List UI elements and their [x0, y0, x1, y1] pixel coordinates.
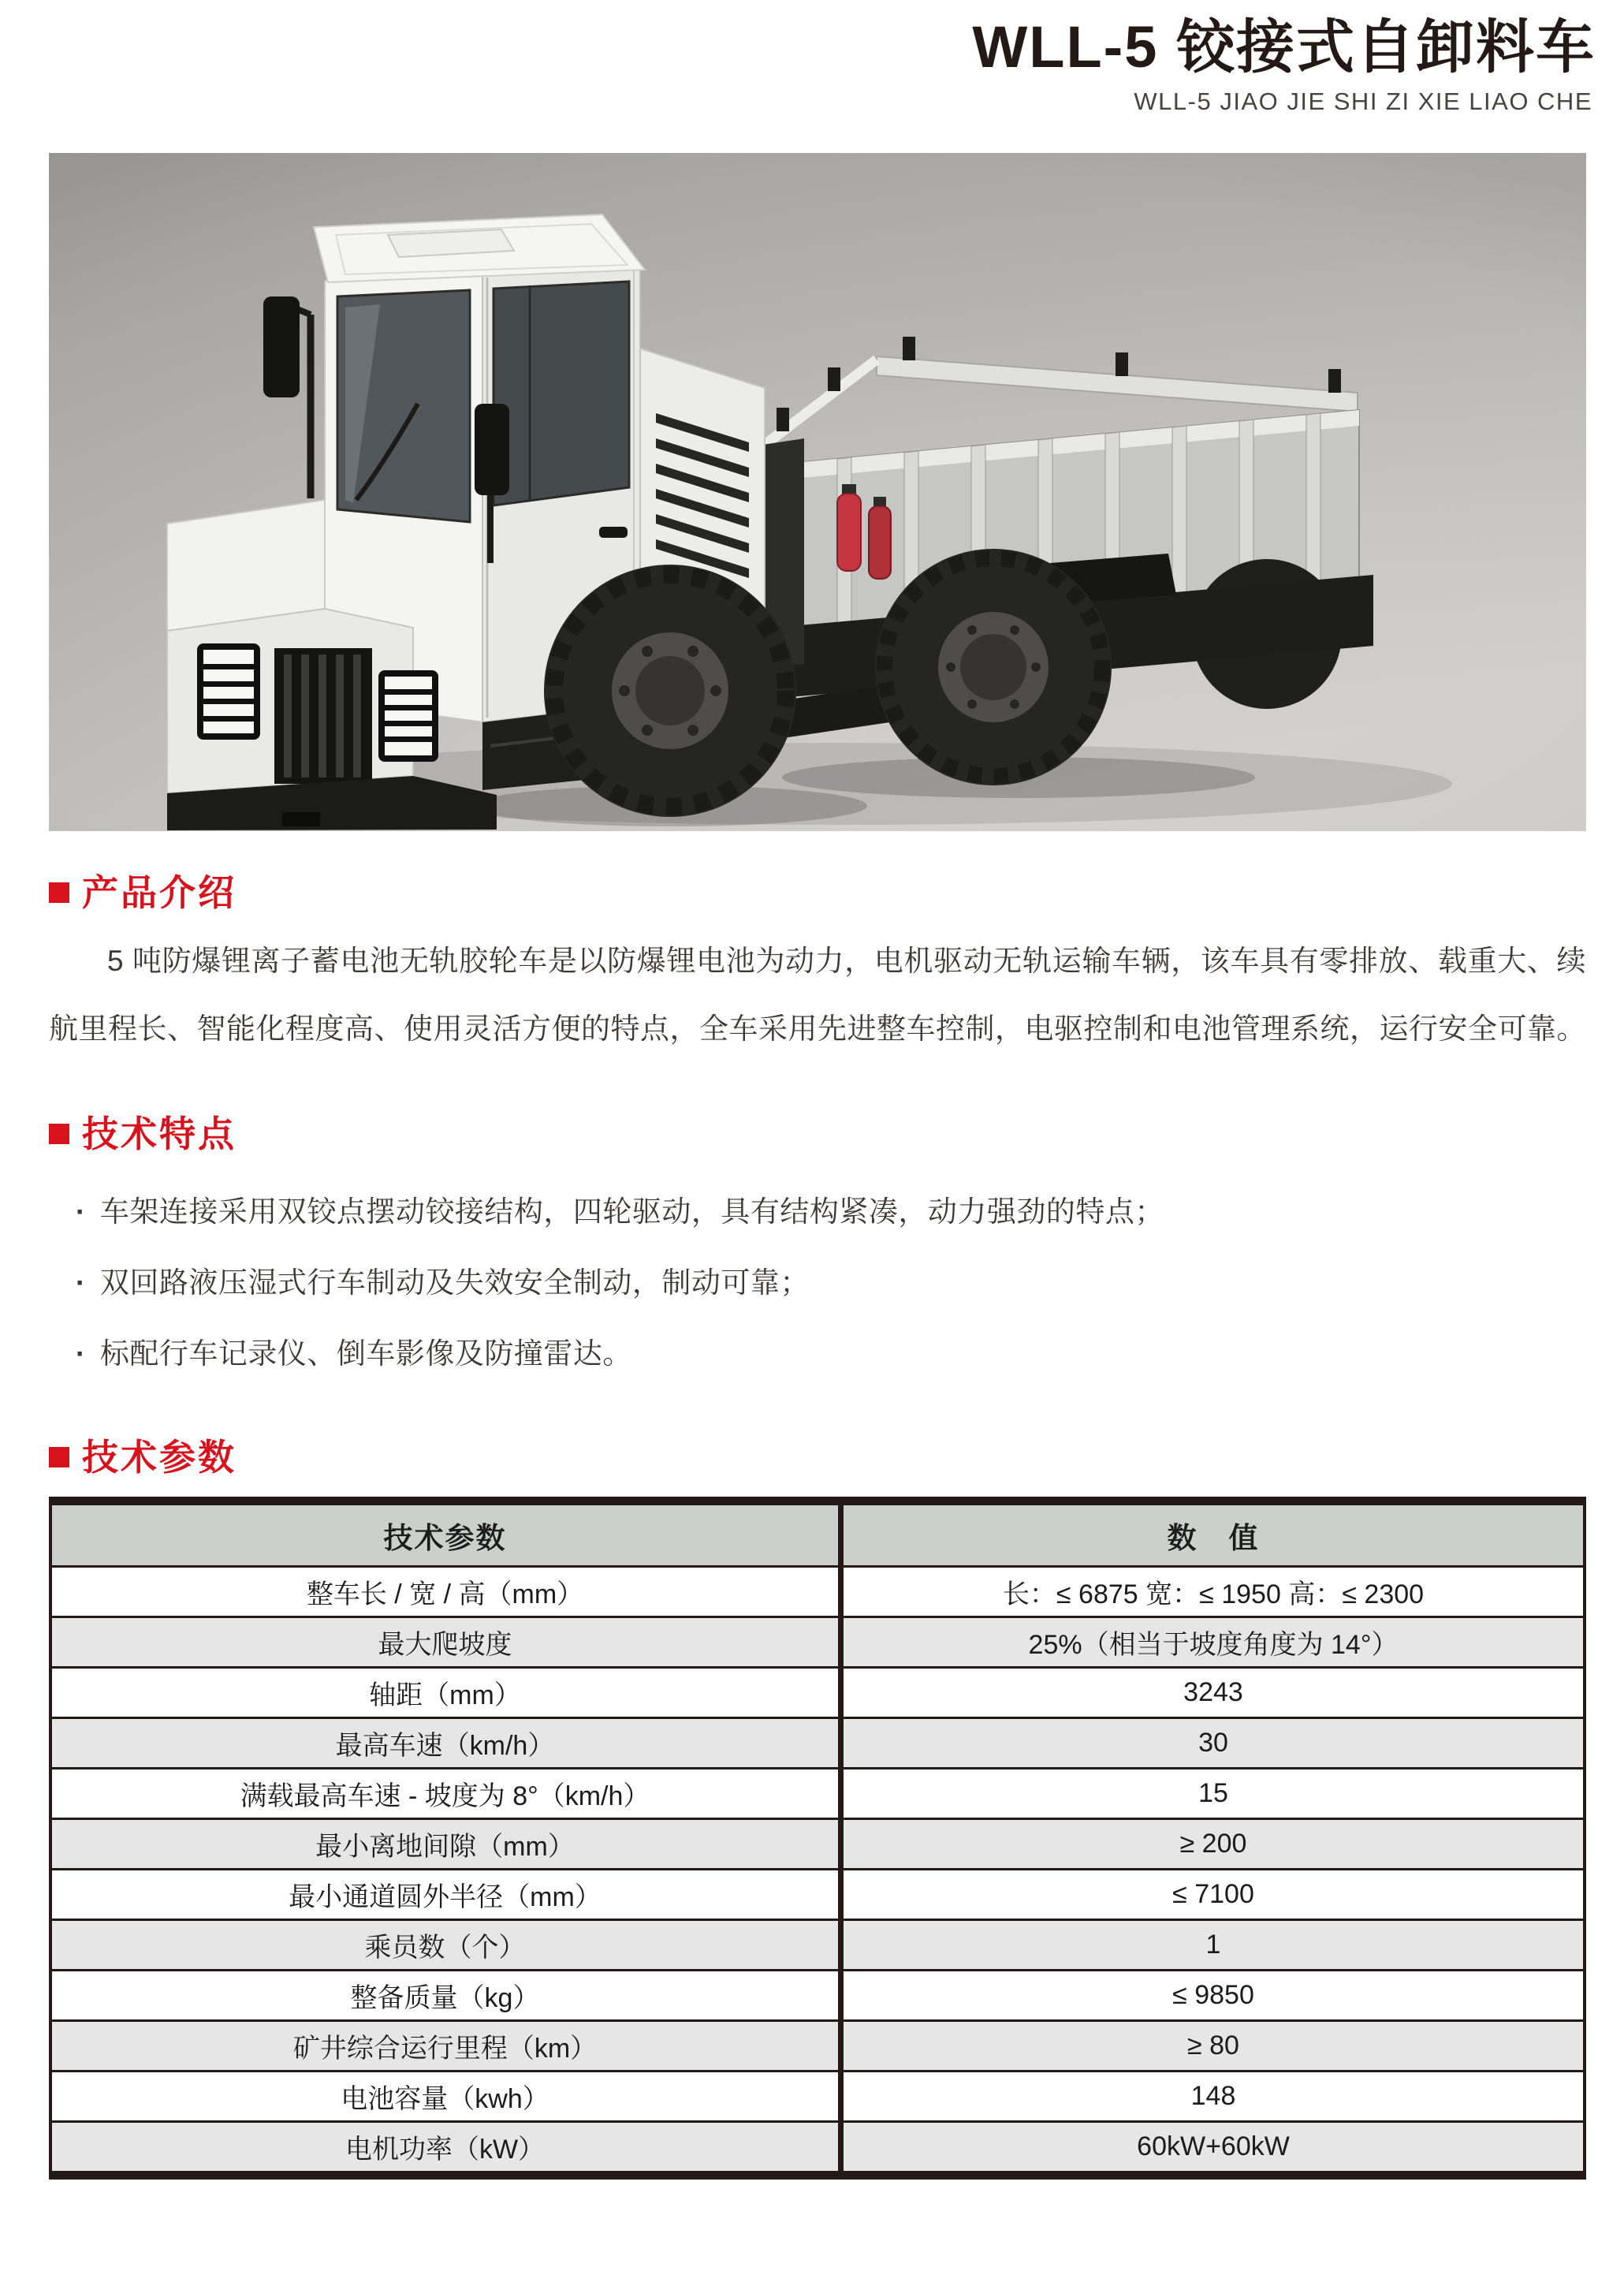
section-features-header: [49, 1110, 1586, 1158]
feature-item: [76, 1318, 1586, 1389]
front-wheel: [544, 565, 796, 817]
spec-label: 最小通道圆外半径（mm）: [50, 1870, 841, 1920]
specs-table-header-row: [50, 1501, 1585, 1567]
table-row: [50, 1920, 1585, 1971]
section-specs-header: [49, 1434, 1586, 1481]
spec-value: ≤ 7100: [841, 1870, 1585, 1920]
bullet-dot-icon: ·: [76, 1195, 86, 1228]
section-bullet-icon: [49, 1447, 69, 1467]
spec-label: 最大爬坡度: [50, 1617, 841, 1668]
specs-column-value: 数 值: [841, 1501, 1585, 1567]
page-subtitle: WLL-5 JIAO JIE SHI ZI XIE LIAO CHE: [1134, 88, 1592, 115]
bullet-dot-icon: ·: [76, 1337, 86, 1370]
table-row: [50, 2021, 1585, 2071]
spec-label: 满载最高车速 - 坡度为 8°（km/h）: [50, 1769, 841, 1819]
intro-paragraph: 5 吨防爆锂离子蓄电池无轨胶轮车是以防爆锂电池为动力，电机驱动无轨运输车辆，该车具有零排放、载重大、续航里程长、智能化程度高、使用灵活方便的特点，全车采用先进整车控制，电驱控制和电池管理系统，运行安全可靠。: [49, 945, 1586, 1045]
section-features: [49, 1110, 1586, 1389]
spec-label: 最小离地间隙（mm）: [50, 1819, 841, 1870]
table-row: [50, 1870, 1585, 1920]
feature-item-text: 车架连接采用双铰点摆动铰接结构，四轮驱动，具有结构紧凑，动力强劲的特点；: [99, 1195, 1164, 1228]
specs-table: [49, 1497, 1586, 2180]
table-row: [50, 1971, 1585, 2021]
spec-value: ≥ 200: [841, 1819, 1585, 1870]
table-row: [50, 2122, 1585, 2176]
section-specs-title: 技术参数: [82, 1437, 237, 1478]
spec-label: 电机功率（kW）: [50, 2122, 841, 2176]
spec-label: 最高车速（km/h）: [50, 1718, 841, 1769]
spec-value: ≤ 9850: [841, 1971, 1585, 2021]
spec-value: 148: [841, 2071, 1585, 2122]
table-row: [50, 1617, 1585, 1668]
section-intro: [49, 869, 1586, 1063]
spec-label: 乘员数（个）: [50, 1920, 841, 1971]
table-row: [50, 1567, 1585, 1617]
spec-label: 电池容量（kwh）: [50, 2071, 841, 2122]
section-intro-header: [49, 869, 1586, 916]
feature-item-text: 双回路液压湿式行车制动及失效安全制动，制动可靠；: [99, 1266, 810, 1299]
spec-value: 3243: [841, 1668, 1585, 1718]
table-row: [50, 1718, 1585, 1769]
bullet-dot-icon: ·: [76, 1266, 86, 1299]
table-row: [50, 1769, 1585, 1819]
feature-item: [76, 1177, 1586, 1247]
spec-label: 整备质量（kg）: [50, 1971, 841, 2021]
section-bullet-icon: [49, 882, 69, 903]
spec-label: 整车长 / 宽 / 高（mm）: [50, 1567, 841, 1617]
spec-value: ≥ 80: [841, 2021, 1585, 2071]
spec-label: 轴距（mm）: [50, 1668, 841, 1718]
spec-value: 25%（相当于坡度角度为 14°）: [841, 1617, 1585, 1668]
features-list: [76, 1177, 1586, 1389]
table-row: [50, 1819, 1585, 1870]
product-photo: [49, 153, 1586, 831]
section-bullet-icon: [49, 1124, 69, 1144]
rear-wheel: [875, 549, 1112, 785]
table-row: [50, 1668, 1585, 1718]
section-specs: [49, 1434, 1586, 2180]
spec-value: 15: [841, 1769, 1585, 1819]
spec-value: 30: [841, 1718, 1585, 1769]
page-header: [0, 0, 1624, 118]
feature-item-text: 标配行车记录仪、倒车影像及防撞雷达。: [99, 1337, 632, 1370]
section-features-title: 技术特点: [82, 1113, 237, 1154]
specs-column-parameter: 技术参数: [50, 1501, 841, 1567]
truck-illustration: [49, 153, 1586, 831]
section-intro-title: 产品介绍: [82, 872, 237, 913]
feature-item: [76, 1247, 1586, 1318]
spec-value: 长：≤ 6875 宽：≤ 1950 高：≤ 2300: [841, 1567, 1585, 1617]
page-title: WLL-5 铰接式自卸料车: [972, 14, 1596, 80]
spec-value: 60kW+60kW: [841, 2122, 1585, 2176]
spec-value: 1: [841, 1920, 1585, 1971]
spec-label: 矿井综合运行里程（km）: [50, 2021, 841, 2071]
table-row: [50, 2071, 1585, 2122]
